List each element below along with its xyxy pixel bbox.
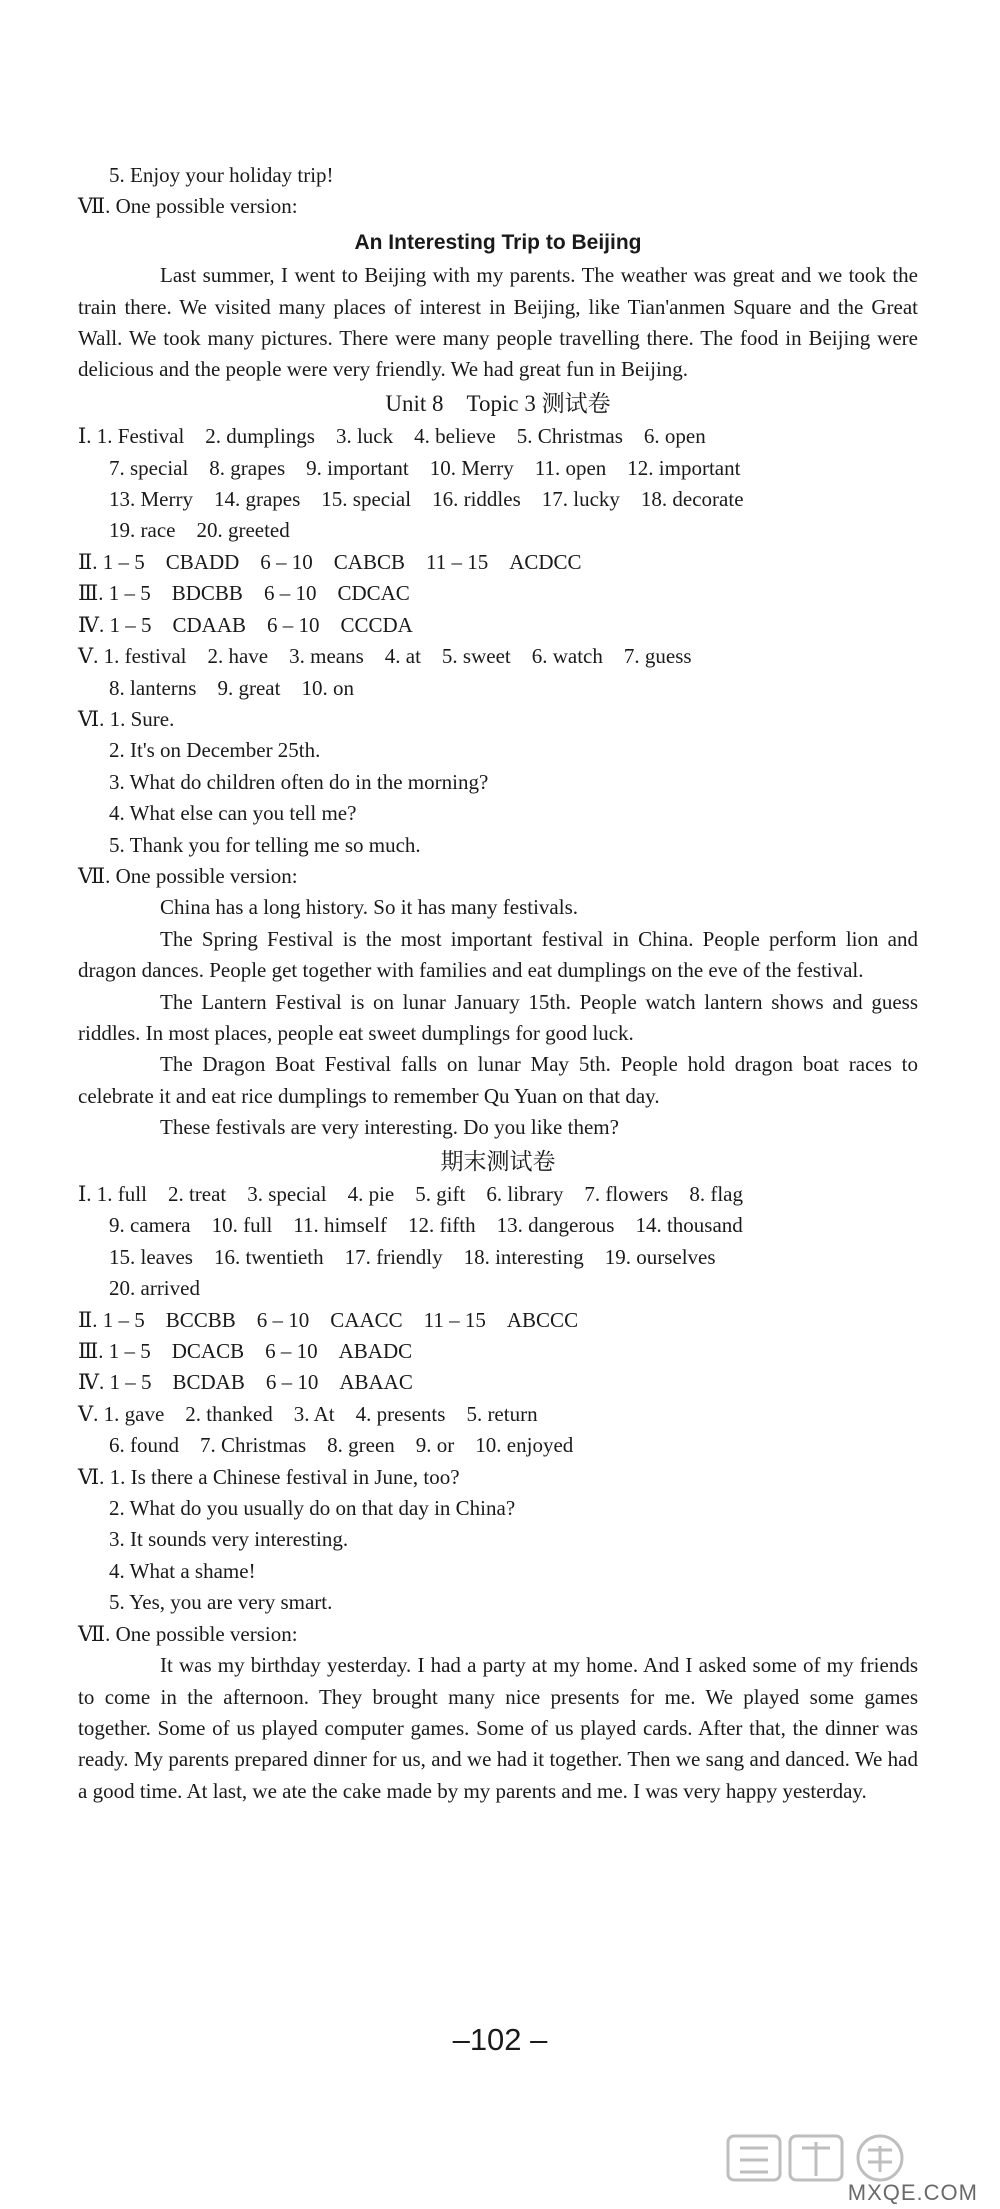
section-label: Ⅶ. One possible version: — [78, 194, 298, 219]
answer-line: 19. race 20. greeted — [109, 518, 290, 543]
watermark-text: MXQE.COM — [847, 2180, 978, 2205]
answer-line: 20. arrived — [109, 1276, 200, 1301]
section-title-final: 期末测试卷 — [440, 1148, 556, 1174]
essay-paragraph: The Spring Festival is the most important festival in China. People perform lion and dragon dances. People get together with families and eat dumplings on the eve of the festival. — [78, 926, 918, 983]
essay-paragraph: Last summer, I went to Beijing with my parents. The weather was great and we took the train there. We visited many places of interest in Beijing, like Tian'anmen Square and the Great Wall. We took many pictures. There were many people travelling there. The food in Beijing were delicious and the people were very friendly. We had great fun in Beijing. — [78, 263, 918, 382]
answer-line: Ⅴ. 1. festival 2. have 3. means 4. at 5. sweet 6. watch 7. guess — [78, 644, 692, 669]
answer-line: 8. lanterns 9. great 10. on — [109, 675, 354, 700]
answer-line: 3. It sounds very interesting. — [109, 1527, 349, 1552]
answer-line: 4. What a shame! — [109, 1558, 256, 1583]
essay-paragraph: The Dragon Boat Festival falls on lunar May 5th. People hold dragon boat races to celebrate it and eat rice dumplings to remember Qu Yuan on that day. — [78, 1052, 918, 1108]
answer-line: Ⅱ. 1 – 5 CBADD 6 – 10 CABCB 11 – 15 ACDCC — [78, 549, 582, 574]
answer-line: 13. Merry 14. grapes 15. special 16. riddles 17. lucky 18. decorate — [109, 487, 744, 512]
answer-line: 5. Thank you for telling me so much. — [109, 832, 421, 857]
section-label: Ⅶ. One possible version: — [78, 863, 298, 888]
answer-line: 2. It's on December 25th. — [109, 738, 321, 763]
answer-line: Ⅴ. 1. gave 2. thanked 3. At 4. presents 5. return — [78, 1401, 538, 1426]
answer-line: 15. leaves 16. twentieth 17. friendly 18. interesting 19. ourselves — [109, 1244, 716, 1269]
answer-line: 5. Enjoy your holiday trip! — [109, 163, 334, 187]
answer-line: Ⅳ. 1 – 5 CDAAB 6 – 10 CCCDA — [78, 612, 413, 637]
section-title-unit8: Unit 8 Topic 3 测试卷 — [385, 390, 611, 416]
page-number: –102 – — [452, 2022, 548, 2057]
page-content — [78, 160, 918, 1807]
answer-line: Ⅱ. 1 – 5 BCCBB 6 – 10 CAACC 11 – 15 ABCCC — [78, 1307, 579, 1332]
answer-line: 4. What else can you tell me? — [109, 801, 357, 826]
essay-paragraph: China has a long history. So it has many festivals. — [160, 895, 579, 920]
section-label: Ⅶ. One possible version: — [78, 1621, 298, 1646]
essay-paragraph: The Lantern Festival is on lunar January 15th. People watch lantern shows and guess riddles. In most places, people eat sweet dumplings for good luck. — [78, 989, 918, 1045]
essay-paragraph: It was my birthday yesterday. I had a party at my home. And I asked some of my friends to come in the afternoon. They brought many nice presents for me. We played some games together. Some of us played computer games. Some of us played cards. After that, the dinner was ready. My parents prepared dinner for us, and we had it together. Then we sang and danced. We had a good time. At last, we ate the cake made by my parents and me. I was very happy yesterday. — [78, 1653, 918, 1803]
answer-line: 5. Yes, you are very smart. — [109, 1590, 333, 1615]
answer-line: Ⅰ. 1. Festival 2. dumplings 3. luck 4. believe 5. Christmas 6. open — [78, 424, 706, 449]
answer-line: Ⅲ. 1 – 5 DCACB 6 – 10 ABADC — [78, 1339, 413, 1364]
answer-line: Ⅳ. 1 – 5 BCDAB 6 – 10 ABAAC — [78, 1370, 413, 1395]
essay-paragraph: These festivals are very interesting. Do you like them? — [160, 1115, 619, 1140]
answer-line: 9. camera 10. full 11. himself 12. fifth 13. dangerous 14. thousand — [109, 1213, 743, 1238]
answer-line: Ⅰ. 1. full 2. treat 3. special 4. pie 5. gift 6. library 7. flowers 8. flag — [78, 1182, 743, 1206]
answer-line: 2. What do you usually do on that day in China? — [109, 1496, 516, 1521]
answer-line: 3. What do children often do in the morning? — [109, 769, 489, 794]
answer-line: 6. found 7. Christmas 8. green 9. or 10. enjoyed — [109, 1433, 574, 1458]
essay-title: An Interesting Trip to Beijing — [354, 230, 642, 254]
answer-line: Ⅵ. 1. Is there a Chinese festival in June, too? — [78, 1464, 460, 1489]
answer-line: Ⅲ. 1 – 5 BDCBB 6 – 10 CDCAC — [78, 581, 410, 606]
answer-line: 7. special 8. grapes 9. important 10. Merry 11. open 12. important — [109, 455, 741, 480]
answer-line: Ⅵ. 1. Sure. — [78, 706, 175, 731]
